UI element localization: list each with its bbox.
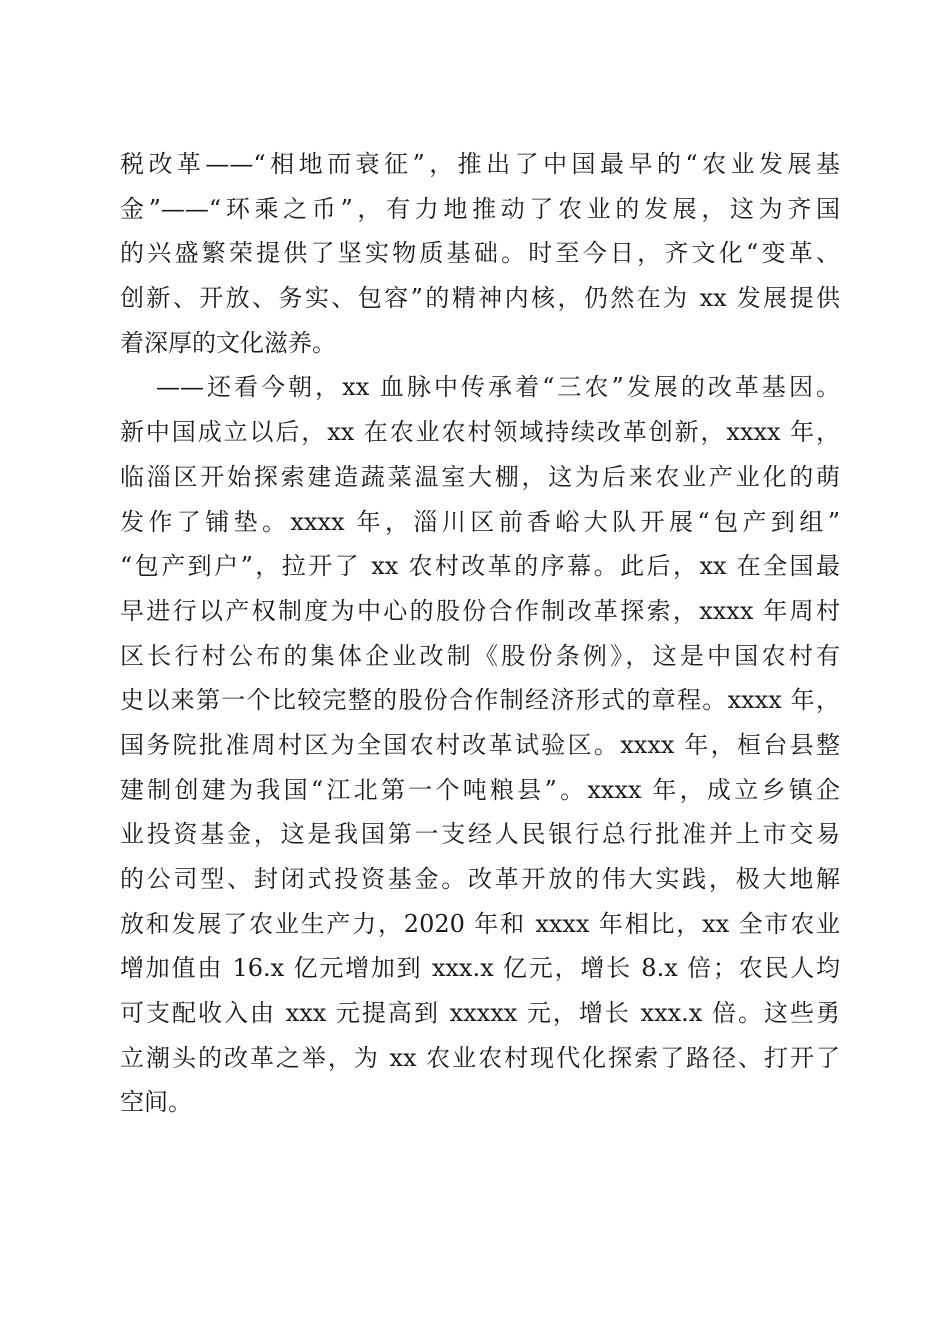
text-line: 的公司型、封闭式投资基金。改革开放的伟大实践，极大地解: [120, 865, 840, 893]
text-line: 增加值由 16.x 亿元增加到 xxx.x 亿元，增长 8.x 倍；农民人均: [120, 954, 840, 983]
text-line: ——还看今朝，xx 血脉中传承着“三农”发展的改革基因。: [156, 373, 840, 402]
text-line: 税改革——“相地而衰征”，推出了中国最早的“农业发展基: [120, 150, 840, 178]
text-line: 着深厚的文化滋养。: [120, 328, 336, 357]
text-line: 史以来第一个比较完整的股份合作制经济形式的章程。xxxx 年，: [120, 686, 840, 715]
text-line: 业投资基金，这是我国第一支经人民银行总行批准并上市交易: [120, 820, 840, 849]
paragraph-2: [120, 365, 840, 1125]
text-line: “包产到户”，拉开了 xx 农村改革的序幕。此后，xx 在全国最: [120, 552, 840, 581]
text-line: 新中国成立以后，xx 在农业农村领域持续改革创新，xxxx 年，: [120, 418, 840, 447]
text-line: 空间。: [120, 1088, 192, 1117]
document-body: [120, 142, 840, 1125]
text-line: 立潮头的改革之举，为 xx 农业农村现代化探索了路径、打开了: [120, 1043, 840, 1072]
text-line: 的兴盛繁荣提供了坚实物质基础。时至今日，齐文化“变革、: [120, 239, 840, 268]
text-line: 临淄区开始探索建造蔬菜温室大棚，这为后来农业产业化的萌: [120, 462, 840, 491]
text-line: 区长行村公布的集体企业改制《股份条例》，这是中国农村有: [120, 641, 840, 670]
text-line: 放和发展了农业生产力，2020 年和 xxxx 年相比，xx 全市农业: [120, 909, 840, 938]
text-line: 金”——“环乘之币”，有力地推动了农业的发展，这为齐国: [120, 194, 840, 223]
text-line: 可支配收入由 xxx 元提高到 xxxxx 元，增长 xxx.x 倍。这些勇: [120, 999, 840, 1028]
text-line: 国务院批准周村区为全国农村改革试验区。xxxx 年，桓台县整: [120, 730, 840, 759]
text-line: 建制创建为我国“江北第一个吨粮县”。xxxx 年，成立乡镇企: [120, 775, 840, 804]
text-line: 早进行以产权制度为中心的股份合作制改革探索，xxxx 年周村: [120, 596, 840, 625]
paragraph-1: [120, 142, 840, 365]
text-line: 发作了铺垫。xxxx 年，淄川区前香峪大队开展“包产到组”: [120, 507, 840, 536]
text-line: 创新、开放、务实、包容”的精神内核，仍然在为 xx 发展提供: [120, 284, 840, 313]
